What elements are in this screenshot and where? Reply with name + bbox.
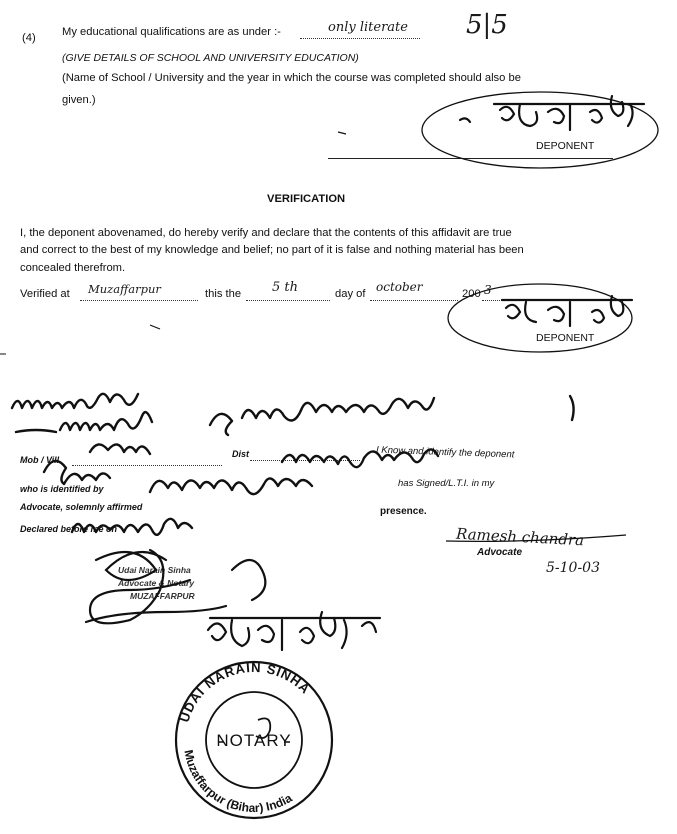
qualifications-statement: My educational qualifications are as under :-	[62, 26, 281, 38]
advocate-affirmed: Advocate, solemnly affirmed	[20, 502, 143, 512]
item-number: (4)	[22, 32, 36, 44]
education-note-line1: (Name of School / University and the year in which the course was completed should also be	[62, 72, 521, 84]
presence-text: presence.	[380, 506, 427, 517]
seal-center-text: NOTARY	[216, 731, 292, 750]
deponent-label-bottom: DEPONENT	[536, 332, 595, 344]
seal-top-text: UDAI NARAIN SINHA	[176, 659, 314, 725]
education-note-line2: given.)	[62, 94, 96, 106]
who-is-identified: who is identified by	[20, 484, 104, 494]
attestation-date: 5-10-03	[546, 560, 600, 576]
deponent-signature-middle	[208, 612, 380, 650]
notary-title-line: Advocate & Notary	[118, 578, 195, 588]
year-suffix: 3	[484, 283, 492, 297]
svg-text:UDAI NARAIN SINHA	[177, 660, 314, 724]
day-of-label: day of	[335, 288, 366, 300]
notary-seal	[176, 660, 332, 818]
advocate-signature: Ramesh chandra	[455, 524, 585, 550]
verified-month: october	[376, 280, 423, 294]
verified-place: Muzaffarpur	[88, 282, 161, 296]
notary-name-line: Udai Narain Sinha	[118, 565, 191, 575]
deponent-label-top: DEPONENT	[536, 140, 595, 152]
advocate-label: Advocate	[477, 547, 523, 558]
identify-text: I Know and identify the deponent	[375, 444, 515, 461]
handwritten-qualification: only literate	[328, 20, 408, 35]
deponent-signature-top	[460, 96, 644, 130]
declared-before: Declared before me on	[20, 524, 118, 534]
verification-para-line3: concealed therefrom.	[20, 262, 126, 274]
seal-bottom-text: Muzaffarpur (Bihar) India	[181, 748, 295, 816]
dist-label: Dist	[232, 449, 250, 459]
score-mark: 5|5	[466, 10, 508, 40]
svg-text:Muzaffarpur (Bihar) India	[181, 749, 294, 815]
mob-vill-label: Mob / Vill	[20, 455, 60, 465]
notary-place-line: MUZAFFARPUR	[130, 591, 195, 601]
this-the-label: this the	[205, 288, 242, 300]
year-prefix: 200	[462, 288, 481, 300]
verification-para-line2: and correct to the best of my knowledge and belief; no part of it is false and nothing material has been	[20, 244, 524, 256]
verification-heading: VERIFICATION	[267, 193, 346, 205]
has-signed-text: has Signed/L.T.I. in my	[398, 478, 495, 489]
verified-day: 5 th	[272, 280, 298, 295]
deponent-oval-top	[422, 92, 658, 168]
verification-para-line1: I, the deponent abovenamed, do hereby verify and declare that the contents of this affidavit are true	[20, 227, 512, 239]
verified-at-label: Verified at	[20, 288, 70, 300]
education-instruction: (GIVE DETAILS OF SCHOOL AND UNIVERSITY EDUCATION)	[62, 52, 359, 64]
